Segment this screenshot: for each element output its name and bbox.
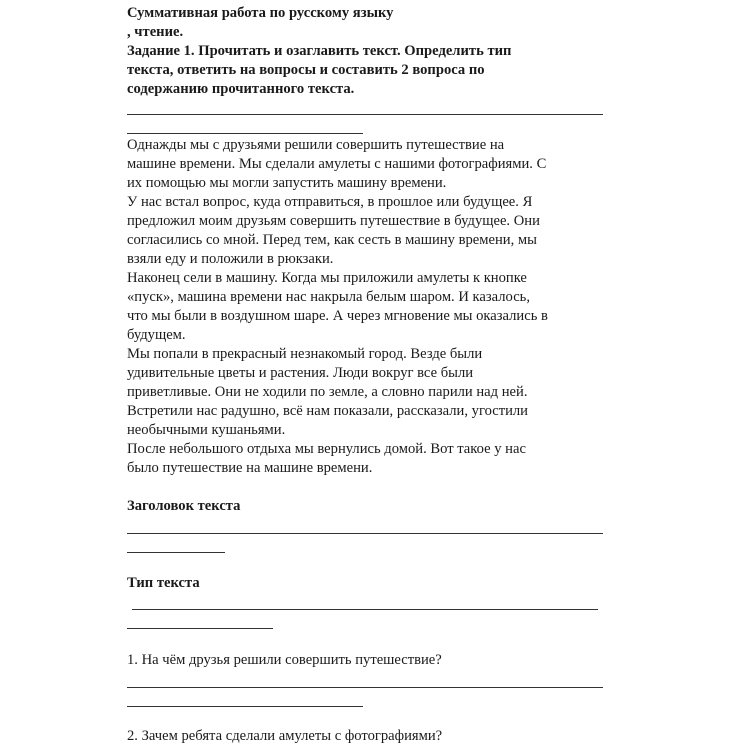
story-line: удивительные цветы и растения. Люди вокруг все были: [127, 365, 474, 381]
title-answer-line-1[interactable]: [127, 114, 603, 115]
q1-answer-line-2[interactable]: [127, 706, 363, 707]
heading-answer-line-1[interactable]: [127, 533, 603, 534]
story-line: «пуск», машина времени нас накрыла белым шаром. И казалось,: [127, 289, 530, 305]
question-2: 2. Зачем ребята сделали амулеты с фотографиями?: [127, 728, 443, 744]
worksheet-title: Суммативная работа по русскому языку: [127, 5, 394, 21]
worksheet-subtitle: , чтение.: [127, 24, 184, 40]
story-line: После небольшого отдыха мы вернулись домой. Вот такое у нас: [127, 441, 526, 457]
type-answer-line-2[interactable]: [127, 628, 273, 629]
story-line: что мы были в воздушном шаре. А через мгновение мы оказались в: [127, 308, 548, 324]
question-1: 1. На чём друзья решили совершить путешествие?: [127, 652, 442, 668]
story-line: предложил моим друзьям совершить путешествие в будущее. Они: [127, 213, 540, 229]
story-line: Однажды мы с друзьями решили совершить путешествие на: [127, 137, 505, 153]
type-answer-line-1[interactable]: [132, 609, 598, 610]
text-type-label: Тип текста: [127, 575, 200, 591]
task-line-3: содержанию прочитанного текста.: [127, 81, 355, 97]
story-line: Наконец сели в машину. Когда мы приложили амулеты к кнопке: [127, 270, 527, 286]
story-line: У нас встал вопрос, куда отправиться, в прошлое или будущее. Я: [127, 194, 533, 210]
story-line: необычными кушаньями.: [127, 422, 286, 438]
story-line: машине времени. Мы сделали амулеты с нашими фотографиями. С: [127, 156, 547, 172]
story-line: приветливые. Они не ходили по земле, а словно парили над ней.: [127, 384, 528, 400]
task-line-1: Задание 1. Прочитать и озаглавить текст. Определить тип: [127, 43, 512, 59]
story-line: Мы попали в прекрасный незнакомый город. Везде были: [127, 346, 483, 362]
story-line: было путешествие на машине времени.: [127, 460, 373, 476]
story-line: согласились со мной. Перед тем, как сесть в машину времени, мы: [127, 232, 537, 248]
title-answer-line-2[interactable]: [127, 133, 363, 134]
story-line: будущем.: [127, 327, 186, 343]
story-line: их помощью мы могли запустить машину времени.: [127, 175, 447, 191]
heading-answer-line-2[interactable]: [127, 552, 225, 553]
task-line-2: текста, ответить на вопросы и составить 2 вопроса по: [127, 62, 485, 78]
story-line: Встретили нас радушно, всё нам показали, рассказали, угостили: [127, 403, 528, 419]
story-line: взяли еду и положили в рюкзаки.: [127, 251, 334, 267]
heading-label: Заголовок текста: [127, 498, 241, 514]
q1-answer-line-1[interactable]: [127, 687, 603, 688]
